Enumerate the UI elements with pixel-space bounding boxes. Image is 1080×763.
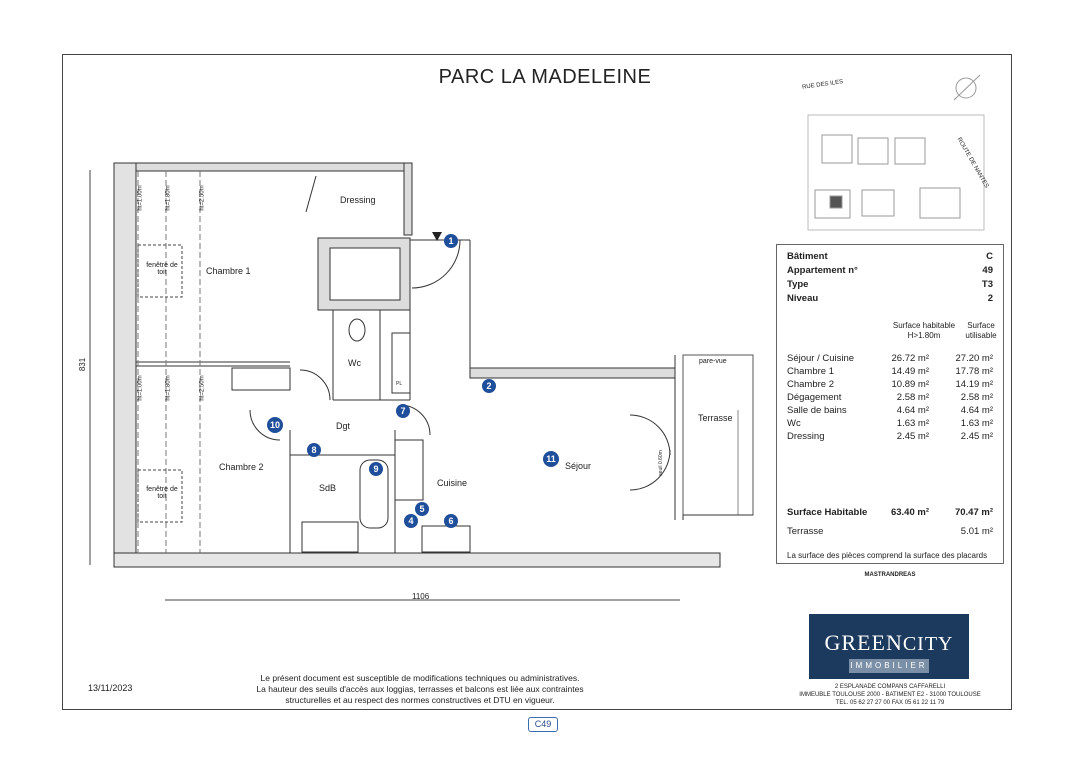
terrasse-door-arc2 [630, 450, 670, 490]
marker-2: 2 [486, 381, 492, 391]
niveau-value: 2 [987, 293, 993, 304]
room-dgt: Dgt [336, 421, 351, 431]
terrasse-value: 5.01 m² [960, 526, 993, 537]
room-terrasse: Terrasse [698, 413, 733, 423]
disclaimer-line: Le présent document est susceptible de modifications techniques ou administratives. [260, 673, 580, 683]
height-label-4: ht=1.00m [137, 375, 144, 401]
total-label: Surface Habitable [787, 507, 868, 518]
door-dressing [306, 176, 316, 212]
seuil-label: seuil 0.60m [657, 450, 664, 476]
kitchen-hob [395, 440, 423, 500]
row-name: Salle de bains [787, 405, 847, 416]
address [790, 683, 990, 707]
row-su: 1.63 m² [960, 418, 993, 429]
marker-11: 11 [546, 454, 556, 464]
row-su: 2.58 m² [960, 392, 993, 403]
height-label-6: ht=2.50m [199, 375, 206, 401]
surface-table [776, 244, 1004, 564]
wall-left [114, 163, 136, 565]
type-value: T3 [981, 279, 993, 290]
height-label-2: ht=1.80m [165, 185, 172, 211]
appart-label: Appartement n° [787, 265, 858, 276]
brand-sub: IMMOBILIER [849, 659, 929, 673]
row-name: Chambre 1 [787, 366, 834, 377]
row-name: Séjour / Cuisine [787, 353, 855, 364]
disclaimer-line: structurelles et au respect des normes constructives et DTU en vigueur. [285, 695, 555, 705]
row-sh: 14.49 m² [891, 366, 929, 377]
row-name: Dégagement [787, 392, 842, 403]
room-sejour: Séjour [565, 461, 592, 471]
placard-pl-label: PL [396, 381, 403, 387]
wall-bottom [114, 553, 720, 567]
row-sh: 2.45 m² [896, 431, 929, 442]
row-sh: 10.89 m² [891, 379, 929, 390]
room-chambre2: Chambre 2 [219, 462, 264, 472]
brand-b: CITY [902, 633, 954, 655]
greencity-logo [809, 614, 969, 679]
row-name: Wc [787, 418, 801, 429]
row-sh: 1.63 m² [896, 418, 929, 429]
doors [250, 176, 670, 490]
architect-logo: MASTRANDREAS [864, 572, 916, 578]
street-label-1: RUE DES ILES [801, 79, 844, 91]
kitchen-sink [422, 526, 470, 552]
row-su: 17.78 m² [955, 366, 993, 377]
row-sh: 26.72 m² [891, 353, 929, 364]
disclaimer [240, 673, 600, 706]
row-su: 4.64 m² [960, 405, 993, 416]
address-line: IMMEUBLE TOULOUSE 2000 - BATIMENT E2 - 31000 TOULOUSE [799, 692, 981, 698]
placard [232, 368, 290, 390]
room-sdb: SdB [319, 483, 337, 493]
roof-window-label-2: fenêtre de toit [146, 486, 178, 500]
row-sh: 4.64 m² [896, 405, 929, 416]
room-wc: Wc [348, 358, 361, 368]
col-header-su: Surface utilisable [965, 321, 997, 340]
marker-7: 7 [400, 406, 406, 416]
toilet [349, 319, 365, 341]
batiment-label: Bâtiment [787, 251, 828, 262]
wall-top [114, 163, 410, 171]
height-label-5: ht=1.80m [165, 375, 172, 401]
row-name: Dressing [787, 431, 825, 442]
col-header-sh: Surface habitable H>1.80m [892, 321, 956, 340]
washbasin [302, 522, 358, 552]
terrasse-label: Terrasse [787, 526, 824, 537]
dimension-lines [90, 170, 680, 600]
street-label-2: ROUTE DE NANTES [955, 136, 990, 190]
page-title: PARC LA MADELEINE [438, 66, 652, 88]
door-dgt-arc [300, 370, 330, 400]
brand-a: GREEN [824, 630, 903, 655]
address-line: 2 ESPLANADE COMPANS CAFFARELLI [834, 684, 946, 690]
stair-void [330, 248, 400, 300]
marker-4: 4 [408, 516, 414, 526]
dimension-width: 1106 [412, 592, 430, 601]
page-code: C49 [528, 717, 558, 732]
wall-sejour-top [470, 368, 675, 378]
document-date: 13/11/2023 [88, 683, 133, 693]
row-name: Chambre 2 [787, 379, 834, 390]
height-label-3: ht=2.50m [199, 185, 206, 211]
dimension-height: 831 [78, 357, 88, 372]
address-line: TEL. 05 62 27 27 00 FAX 05 61 22 11 79 [835, 700, 945, 706]
row-su: 27.20 m² [955, 353, 993, 364]
terrasse-door-arc1 [630, 415, 670, 455]
row-su: 2.45 m² [960, 431, 993, 442]
marker-6: 6 [448, 516, 454, 526]
marker-5: 5 [419, 504, 425, 514]
marker-10: 10 [269, 420, 281, 430]
room-cuisine: Cuisine [437, 478, 468, 488]
appart-value: 49 [982, 265, 993, 276]
room-dressing: Dressing [340, 195, 376, 205]
site-plan [808, 75, 984, 230]
room-chambre1: Chambre 1 [206, 266, 251, 276]
marker-1: 1 [448, 236, 454, 246]
pare-vue-label: pare-vue [699, 358, 727, 365]
row-sh: 2.58 m² [896, 392, 929, 403]
total-sh: 63.40 m² [890, 507, 929, 518]
roof-window-label-1: fenêtre de toit [146, 262, 178, 276]
marker-8: 8 [311, 445, 317, 455]
walls [114, 163, 753, 567]
marker-9: 9 [373, 464, 379, 474]
type-label: Type [787, 279, 809, 290]
markers [267, 234, 559, 528]
height-label-1: ht=1.00m [137, 185, 144, 211]
niveau-label: Niveau [787, 293, 819, 304]
surface-note: La surface des pièces comprend la surface des placards [787, 551, 988, 560]
total-su: 70.47 m² [954, 507, 993, 518]
row-su: 14.19 m² [955, 379, 993, 390]
terrasse-area [683, 355, 753, 515]
disclaimer-line: La hauteur des seuils d'accès aux loggias, terrasses et balcons est liée aux contraintes [256, 684, 584, 694]
batiment-value: C [986, 251, 993, 262]
wall-dressing [404, 163, 412, 235]
